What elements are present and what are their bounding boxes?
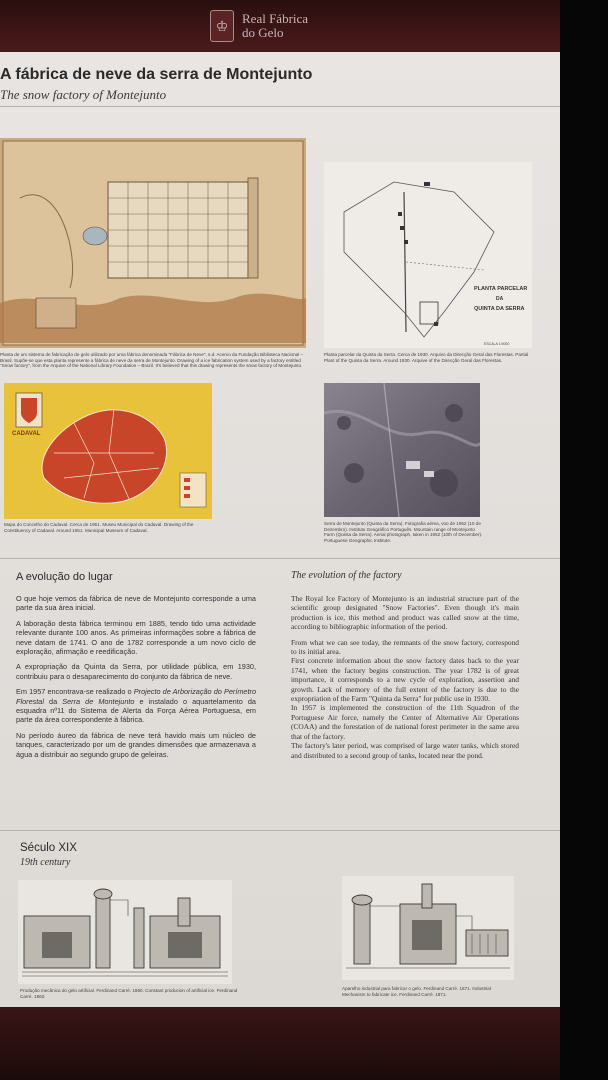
caption-plot-plan: Planta parcelar da Quinta da Serra. Cerca de 1930. Arquivo da Direcção Geral das Florestas. Partial Plant of the Quinta da Serra. Around 1930. Arquive of the Direcção Geral das Florestas. bbox=[324, 352, 529, 363]
heading-evolution-pt: A evolução do lugar bbox=[16, 571, 113, 583]
factory-drawing bbox=[0, 138, 306, 348]
pt-paragraph-4 bbox=[16, 687, 256, 725]
aerial-photograph bbox=[324, 383, 480, 517]
cadaval-crest-label: CADAVAL bbox=[12, 431, 41, 437]
pt-paragraph-3: A expropriação da Quinta da Serra, por utilidade pública, em 1930, contribuiu para o desaparecimento do conjunto da fábrica de neve. bbox=[16, 662, 256, 681]
map-title-line1: PLANTA PARCELAR bbox=[474, 286, 528, 292]
en-paragraph-3: First concrete information about the snow factory dates back to the year 1741, when the factory begins construction. The year 1782 is of great importance, it corresponds to a new cycle of exploration, assertion and growth. Lack of memory of the full extent of the factory is due to the expropriation of the Farm "Quinta da Serra" for public use in 1930. bbox=[291, 656, 519, 704]
ice-machines-engraving-left bbox=[18, 880, 232, 984]
section-divider bbox=[0, 558, 560, 559]
brand-logo bbox=[210, 8, 308, 44]
pt-paragraph-2: A laboração desta fábrica terminou em 1885, tendo tido uma actividade relevante durante 100 anos. As primeiras informações sobre a fábrica de neve datam de 1741. O ano de 1782 corresponde a um novo ciclo de exploração, afirmação e reedificação. bbox=[16, 618, 256, 657]
plot-plan-map bbox=[324, 162, 532, 348]
pt-paragraph-1: O que hoje vemos da fábrica de neve de Montejunto corresponde a uma parte da sua área inicial. bbox=[16, 594, 256, 613]
body-text-english bbox=[291, 594, 519, 766]
heading-evolution-en: The evolution of the factory bbox=[291, 570, 402, 581]
heading-century-en: 19th century bbox=[20, 857, 71, 868]
en-paragraph-4: In 1957 is implemented the construction of the 11th Squadron of the Portuguese Air force, namely the Center of Alternative Air Operations (COAA) and the forestation of de national forest perimeter in the same area that of the factory. bbox=[291, 703, 519, 741]
pt-p4-a: Em 1957 encontrava-se realizado o bbox=[16, 687, 134, 697]
caption-cadaval-map: Mapa do Concelho do Cadaval. Cerca de 1951. Museu Municipal do Cadaval. Drawing of the Constituency of Cadaval. Around 1951. Municipal Museum of Cadaval. bbox=[4, 522, 194, 533]
pt-p4-b: Projecto de Arborização do Perímetro Florestal bbox=[16, 687, 256, 706]
caption-engines-left: Produção mecânica do gelo artificial. Ferdinand Carré. 1860. Constant producion of artificial ice. Ferdinand Carré. 1860. bbox=[20, 988, 238, 999]
map-title-line2: DA bbox=[496, 296, 504, 302]
pt-paragraph-5: No período áureo da fábrica de neve terá havido mais um núcleo de tanques, caracterizado por um de grandes dimensões que armazenava a água a distribuir ao segundo grupo de geleiras. bbox=[16, 730, 256, 759]
caption-engines-right: Aparelho industrial para fabricar o gelo. Ferdinand Carré. 1871. Industrial Mechanism to fabricate ice. Ferdinand Carré. 1871. bbox=[342, 986, 491, 997]
en-paragraph-2: From what we can see today, the remnants of the snow factory, correspond to its initial area. bbox=[291, 637, 519, 657]
en-paragraph-1: The Royal Ice Factory of Montejunto is an industrial structure part of the scientific group designated "Snow Factories". Even though it's main production is ice, this method and product was called snow at the time, according to bibliographic information of the period. bbox=[291, 594, 519, 632]
cadaval-map bbox=[4, 383, 212, 519]
pt-p4-c: da bbox=[43, 696, 63, 706]
brand-text bbox=[242, 12, 308, 40]
map-title-line3: QUINTA DA SERRA bbox=[474, 306, 525, 312]
brand-line2: do Gelo bbox=[242, 25, 284, 40]
pt-p4-d: Serra de Montejunto bbox=[62, 696, 135, 706]
title-divider bbox=[0, 106, 560, 107]
pt-p4-e: e instalado o aquartelamento da esquadra nº11 do Sistema de Alerta da Força Aérea Portuguesa, em parte da área correspondente à fábrica. bbox=[16, 696, 256, 725]
heading-century-pt: Século XIX bbox=[20, 842, 77, 854]
title-english: The snow factory of Montejunto bbox=[0, 87, 167, 102]
caption-aerial-photo: Serra de Montejunto (Quinta da Serra). Fotografia aérea, voo de 1952 (10 de Dezembro). Instituto Geográfico Português. Mountain range of Montejunto Farm (Quinta da Serra). Aerial photograph, taken in 1952 (10th of December). Portuguese Geographic Institute. bbox=[324, 521, 483, 543]
dark-margin bbox=[560, 0, 608, 1080]
caption-factory-drawing: Planta de um sistema de fabricação de gelo utilizado por uma fábrica denominada "Fábrica de Neve", s.d. Acervo da Fundação Biblioteca Nacional – Brasil. Supõe-se que esta planta represente a fábrica de neve da serra de Montejunto. Drawing of a ice fabrication system used by a factory entitled "Snow factory", from the Arquive of the National Library Foundation – Brazil. It's believed that this drawing represents the snow factory of Montejunto. bbox=[0, 352, 304, 369]
en-paragraph-5: The factory's later period, was comprised of large water tanks, which stored and distributed to a second group of tanks, located near the pond. bbox=[291, 741, 519, 760]
crown-emblem-icon: ♔ bbox=[210, 10, 234, 42]
century-divider bbox=[0, 830, 560, 831]
title-portuguese: A fábrica de neve da serra de Montejunto bbox=[0, 66, 313, 83]
ice-machine-engraving-right bbox=[342, 876, 514, 980]
bottom-band bbox=[0, 1007, 560, 1080]
map-scale: ESCALA 1:5000 bbox=[484, 342, 510, 346]
body-text-portuguese bbox=[16, 594, 256, 765]
brand-line1: Real Fábrica bbox=[242, 11, 309, 26]
